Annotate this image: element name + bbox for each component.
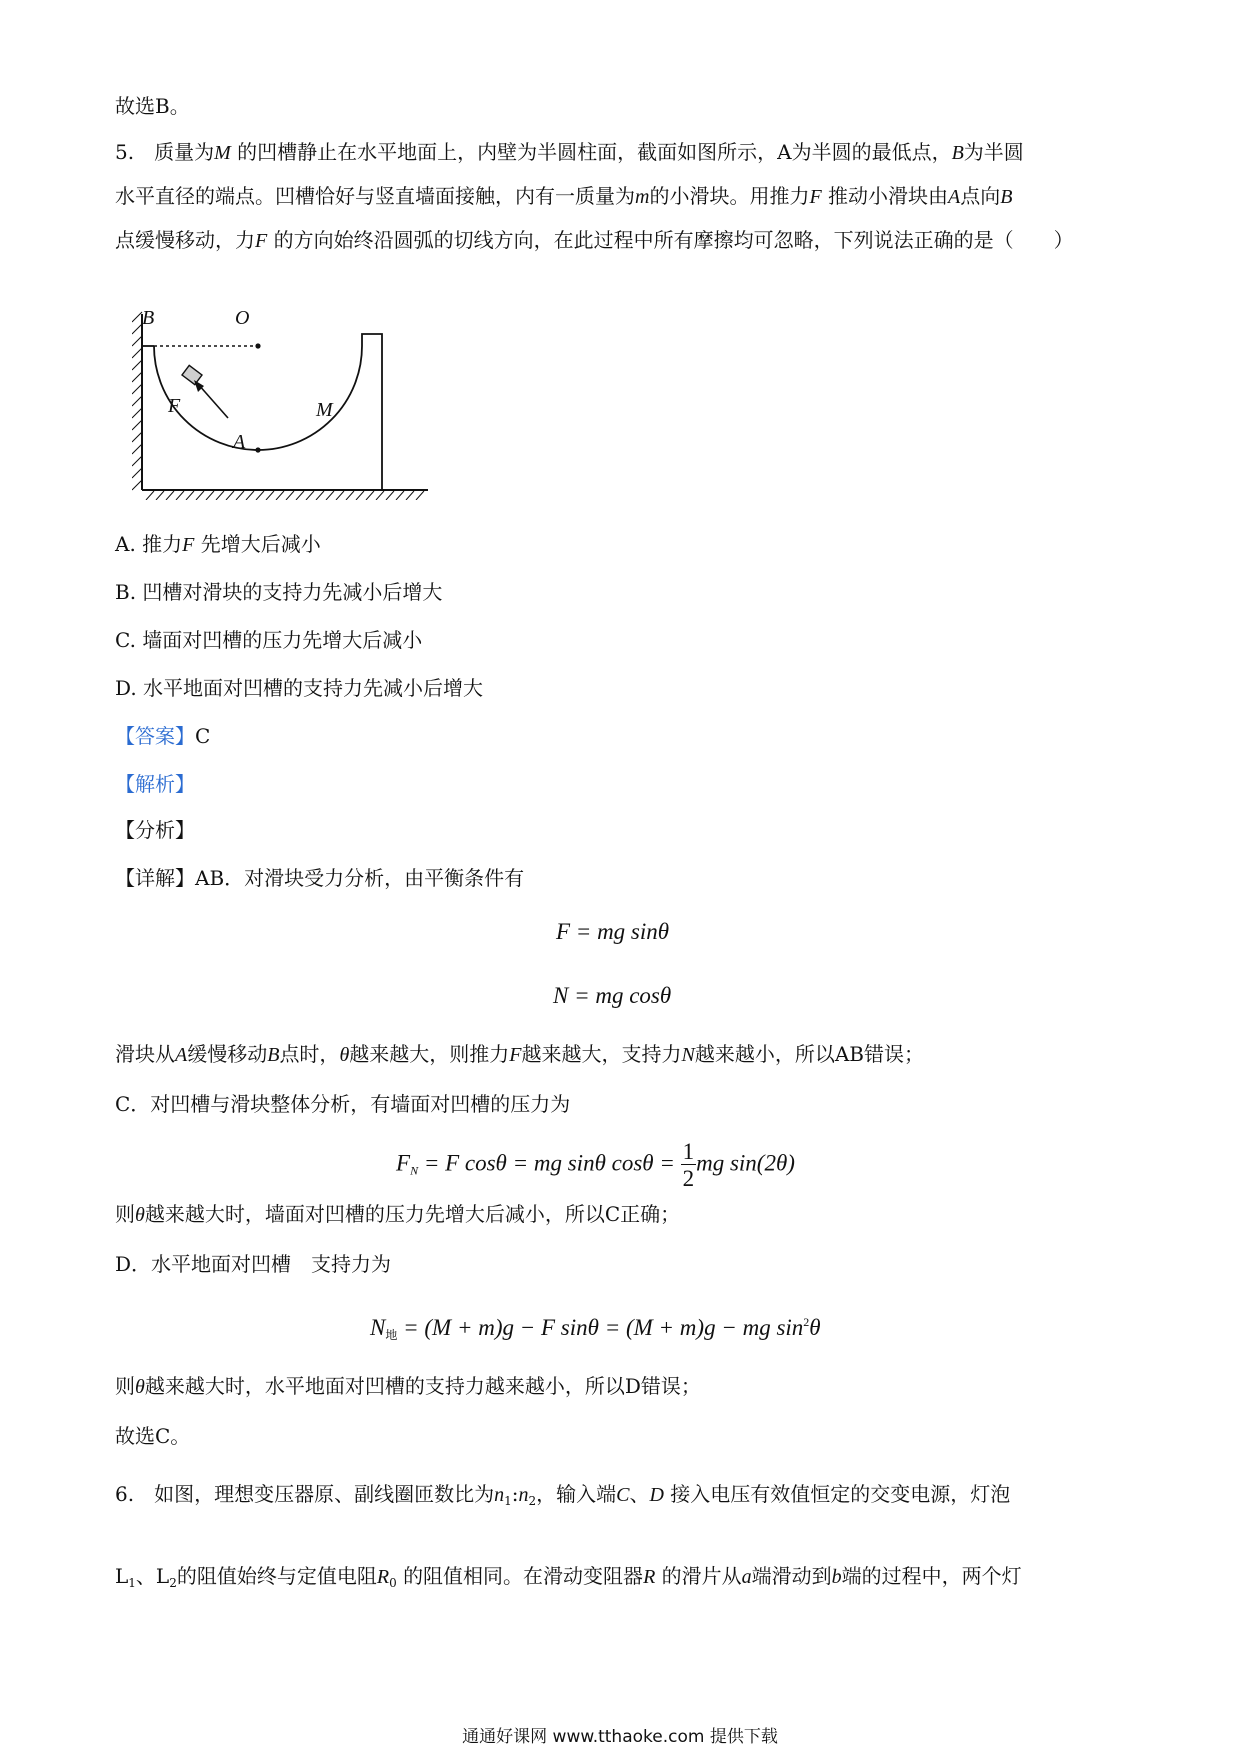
detail-tag: 【详解】 [115,866,195,890]
label-m: M [316,399,333,421]
groove-right-wall [362,334,382,490]
lowest-point-a [255,447,260,452]
option-d: D. 水平地面对凹槽的支持力先减小后增大 [115,676,484,700]
center-point-o [255,343,260,348]
label-a: A [233,431,246,453]
jiexi-tag: 【解析】 [115,772,195,796]
option-a: A. 推力F 先增大后减小 [115,532,321,556]
q6-line-1: 6. 如图，理想变压器原、副线圈匝数比为$n_1:n_2$，输入端C、D 接入电压有效值恒定的交变电源，灯泡 [115,1482,1011,1508]
wall-hatch [132,312,142,490]
label-o: O [235,310,250,329]
q5-line-1: 5. 质量为M 的凹槽静止在水平地面上，内壁为半圆柱面，截面如图所示，A为半圆的最低点，B为半圆 [115,140,1024,164]
ground-hatch [146,491,424,500]
slider-block [182,365,202,384]
page-footer: 通通好课网 www.tthaoke.com 提供下载 [462,1727,778,1747]
d-conclusion: 则θ越来越大时，水平地面对凹槽的支持力越来越小，所以D错误； [115,1374,701,1398]
equation-2: N = mg cosθ [553,983,672,1008]
label-b: B [142,310,155,329]
fraction-one-half: $\frac{1}{2}$ [682,1139,695,1191]
groove-arc [154,346,362,450]
q5-line-3: 点缓慢移动，力F 的方向始终沿圆弧的切线方向，在此过程中所有摩擦均可忽略，下列说法正确的是（ ） [115,228,1074,252]
q6-line-2: $L_1$、$L_2$的阻值始终与定值电阻$R_0$ 的阻值相同。在滑动变阻器R 的滑片从a端滑动到b端的过程中，两个灯 [115,1564,1022,1590]
q5-line-2: 水平直径的端点。凹槽恰好与竖直墙面接触，内有一质量为m的小滑块。用推力F 推动小滑块由A点向B [115,184,1013,208]
c-conclusion: 则θ越来越大时，墙面对凹槽的压力先增大后减小，所以C正确； [115,1202,681,1226]
prev-conclusion: 故选B。 [115,94,190,118]
option-c: C. 墙面对凹槽的压力先增大后减小 [115,628,423,652]
equation-4: $N_地 = (M + m)g - F$ sinθ = (M + m)g − mg $\sin^2\theta$ [370,1315,821,1342]
q5-number: 5. [115,140,135,164]
fenxi-tag: 【分析】 [115,818,195,842]
q6-number: 6. [115,1482,135,1506]
final-choice: 故选C。 [115,1424,191,1448]
force-arrow [198,384,228,418]
answer-tag: 【答案】 [115,724,195,748]
groove-figure [132,310,432,500]
detail-line: 【详解】AB．对滑块受力分析，由平衡条件有 [115,866,525,890]
equation-3: $F_N = F$ cosθ = mg sinθ cosθ = $\frac{1}{2}$ mg sin(2θ) [396,1139,795,1191]
d-intro: D．水平地面对凹槽 支持力为 [115,1252,392,1276]
answer-line [115,724,210,748]
answer-value: C [195,724,211,748]
option-b: B. 凹槽对滑块的支持力先减小后增大 [115,580,443,604]
label-f: F [168,395,181,417]
equation-1: F = mg sinθ [556,919,670,944]
ab-conclusion: 滑块从A缓慢移动B点时，θ越来越大，则推力F越来越大，支持力N越来越小，所以AB错误； [115,1042,924,1066]
c-intro: C．对凹槽与滑块整体分析，有墙面对凹槽的压力为 [115,1092,571,1116]
